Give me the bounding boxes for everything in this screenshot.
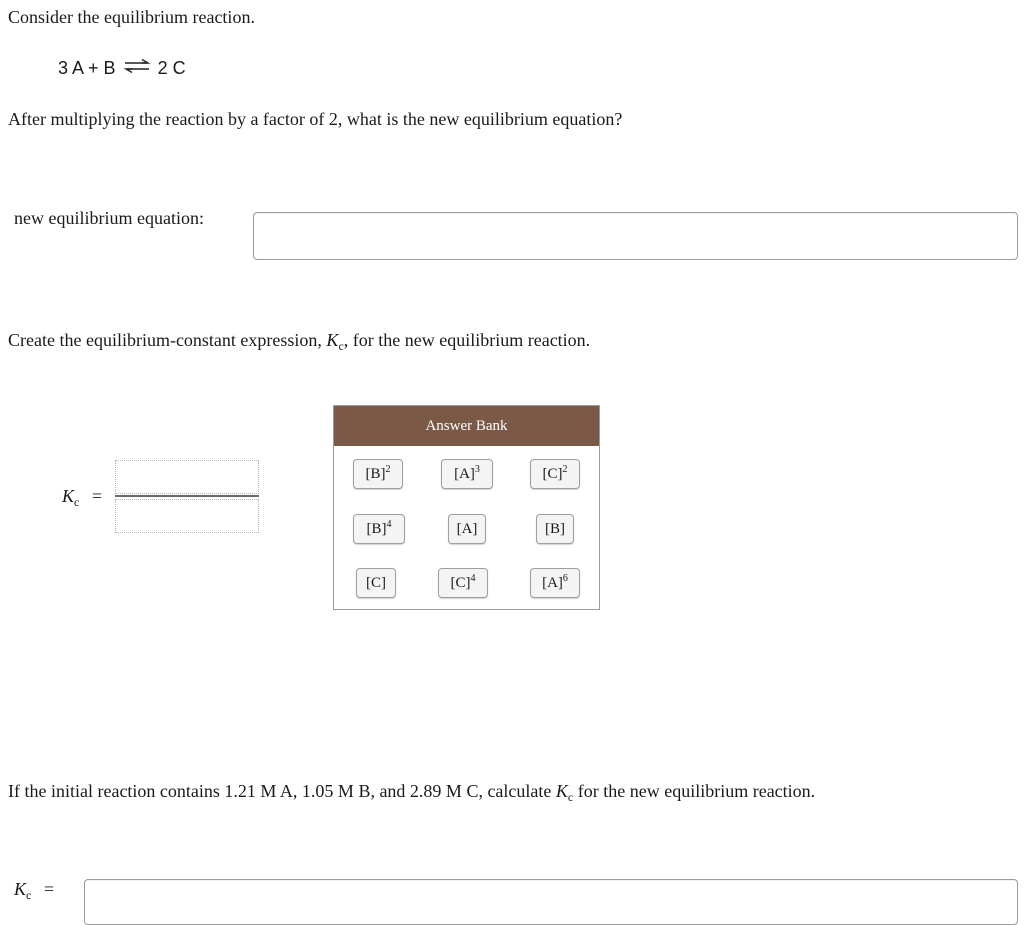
calc-question-pre: If the initial reaction contains 1.21 M A, 1.05 M B, and 2.89 M C, calculate: [8, 781, 556, 801]
tile-c-squared[interactable]: $[C]^2$: [530, 459, 580, 489]
question-text: After multiplying the reaction by a factor of 2, what is the new equilibrium equation?: [8, 109, 623, 129]
answer-bank: [333, 405, 600, 610]
kc-expr-subscript: c: [74, 495, 80, 509]
tile-c-fourth[interactable]: $[C]^4$: [438, 568, 488, 598]
kc-expr-symbol: K: [62, 486, 75, 506]
kc-instruction-post: , for the new equilibrium reaction.: [343, 330, 591, 350]
answer-bank-title: Answer Bank: [334, 406, 599, 446]
equation-input[interactable]: [253, 212, 1018, 260]
calc-kc-equals: =: [43, 879, 54, 899]
tile-a-sixth[interactable]: $[A]^6$: [530, 568, 580, 598]
equilibrium-arrows-icon: [123, 59, 151, 73]
equation-field-label: new equilibrium equation:: [14, 208, 204, 228]
calc-kc-label: [14, 879, 54, 903]
reaction-equation: [58, 58, 186, 79]
tile-a-cubed[interactable]: $[A]^3$: [441, 459, 493, 489]
tile-b[interactable]: [B]: [536, 514, 574, 544]
tile-b-squared[interactable]: $[B]^2$: [353, 459, 403, 489]
calc-question-post: for the new equilibrium reaction.: [573, 781, 816, 801]
intro-text: Consider the equilibrium reaction.: [8, 7, 255, 27]
tile-a[interactable]: [A]: [448, 514, 486, 544]
fraction-bar: [115, 495, 259, 497]
calc-kc-label-symbol: K: [14, 879, 27, 899]
kc-symbol: K: [326, 330, 339, 350]
tile-b-fourth[interactable]: $[B]^4$: [353, 514, 405, 544]
calc-kc-subscript: c: [567, 790, 574, 804]
reaction-left: 3 A + B: [58, 58, 116, 78]
kc-expression-label: [62, 486, 102, 510]
tile-c[interactable]: [C]: [356, 568, 396, 598]
kc-expr-equals: =: [91, 486, 102, 506]
calc-kc-label-subscript: c: [26, 888, 32, 902]
reaction-right: 2 C: [157, 58, 186, 78]
kc-instruction: [8, 330, 590, 354]
calc-kc-symbol: K: [555, 781, 568, 801]
calc-question: [8, 781, 815, 805]
kc-value-input[interactable]: [84, 879, 1018, 925]
kc-numerator-slot[interactable]: [115, 460, 259, 494]
kc-instruction-pre: Create the equilibrium-constant expression,: [8, 330, 327, 350]
kc-subscript: c: [338, 339, 344, 353]
kc-denominator-slot[interactable]: [115, 499, 259, 533]
